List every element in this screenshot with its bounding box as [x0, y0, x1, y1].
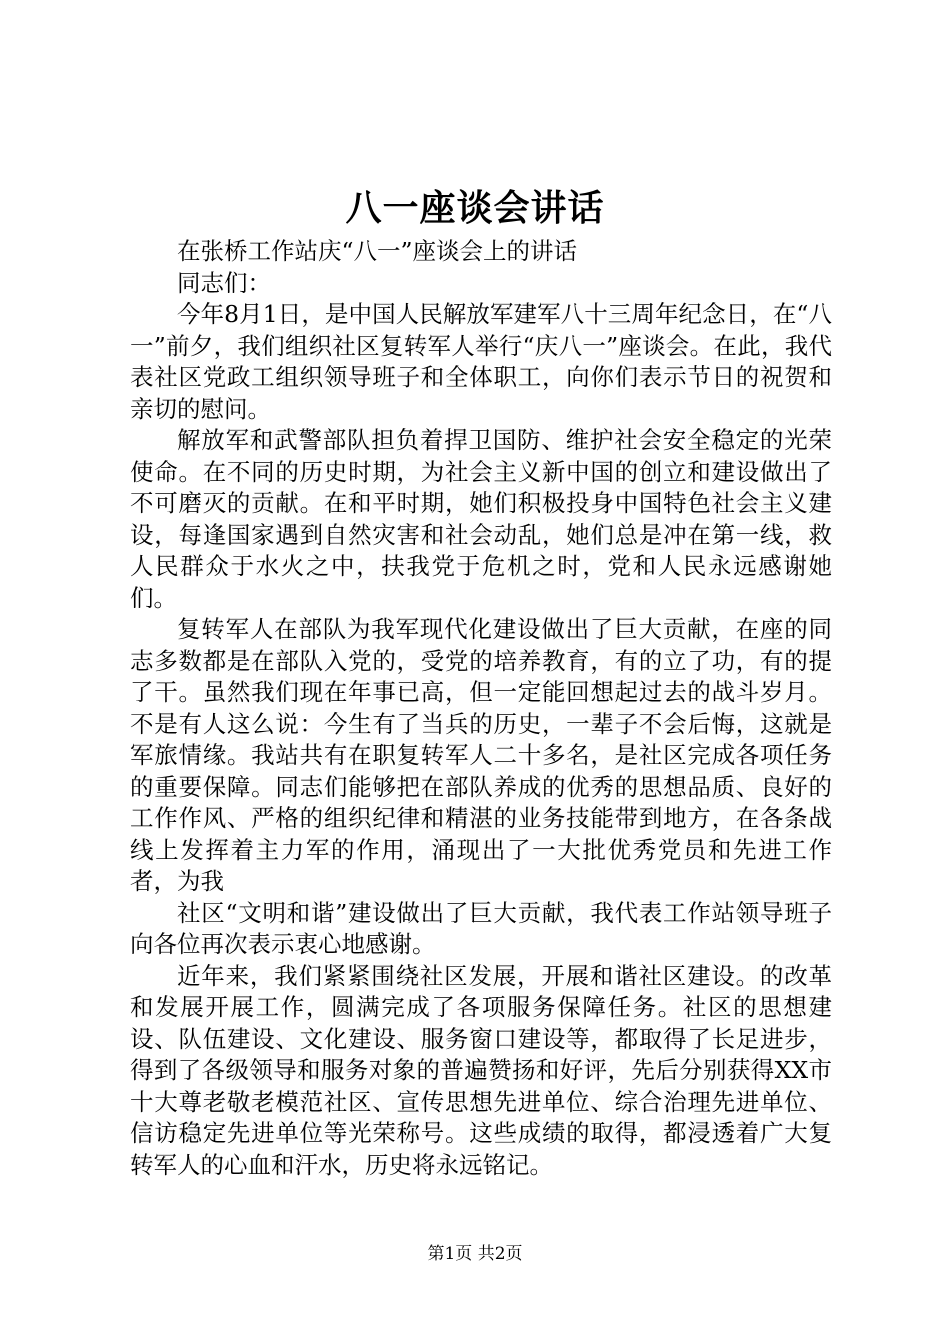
- salutation: 同志们：: [177, 268, 271, 297]
- speech-subtitle: 在张桥工作站庆“八一”座谈会上的讲话: [177, 237, 578, 265]
- page-title: 八一座谈会讲话: [345, 187, 605, 229]
- page-number: 第1页 共2页: [427, 1244, 523, 1264]
- paragraph-thanks: 社区“文明和谐”建设做出了巨大贡献，我代表工作站领导班子向各位再次表示衷心地感谢。: [130, 898, 832, 958]
- paragraph-achievements: 近年来，我们紧紧围绕社区发展，开展和谐社区建设。的改革和发展开展工作，圆满完成了各项服务保障任务。社区的思想建设、队伍建设、文化建设、服务窗口建设等，都取得了长足进步，得到了各级领导和服务对象的普遍赞扬和好评，先后分别获得XX市十大尊老敬老模范社区、宣传思想先进单位、综合治理先进单位、信访稳定先进单位等光荣称号。这些成绩的取得，都浸透着广大复转军人的心血和汗水，历史将永远铭记。: [130, 961, 832, 1179]
- paragraph-veterans-contribution: 复转军人在部队为我军现代化建设做出了巨大贡献，在座的同志多数都是在部队入党的，受党的培养教育，有的立了功，有的提了干。虽然我们现在年事已高，但一定能回想起过去的战斗岁月。不是有人这么说：今生有了当兵的历史，一辈子不会后悔，这就是军旅情缘。我站共有在职复转军人二十多名，是社区完成各项任务的重要保障。同志们能够把在部队养成的优秀的思想品质、良好的工作作风、严格的组织纪律和精湛的业务技能带到地方，在各条战线上发挥着主力军的作用，涌现出了一大批优秀党员和先进工作者，为我: [130, 615, 832, 895]
- paragraph-opening: 今年8月1日，是中国人民解放军建军八十三周年纪念日，在“八一”前夕，我们组织社区复转军人举行“庆八一”座谈会。在此，我代表社区党政工组织领导班子和全体职工，向你们表示节日的祝贺和亲切的慰问。: [130, 300, 832, 423]
- document-body: [130, 236, 832, 1181]
- paragraph-army-mission: 解放军和武警部队担负着捍卫国防、维护社会安全稳定的光荣使命。在不同的历史时期，为社会主义新中国的创立和建设做出了不可磨灭的贡献。在和平时期，她们积极投身中国特色社会主义建设，每逢国家遇到自然灾害和社会动乱，她们总是冲在第一线，救人民群众于水火之中，扶我党于危机之时，党和人民永远感谢她们。: [130, 426, 832, 612]
